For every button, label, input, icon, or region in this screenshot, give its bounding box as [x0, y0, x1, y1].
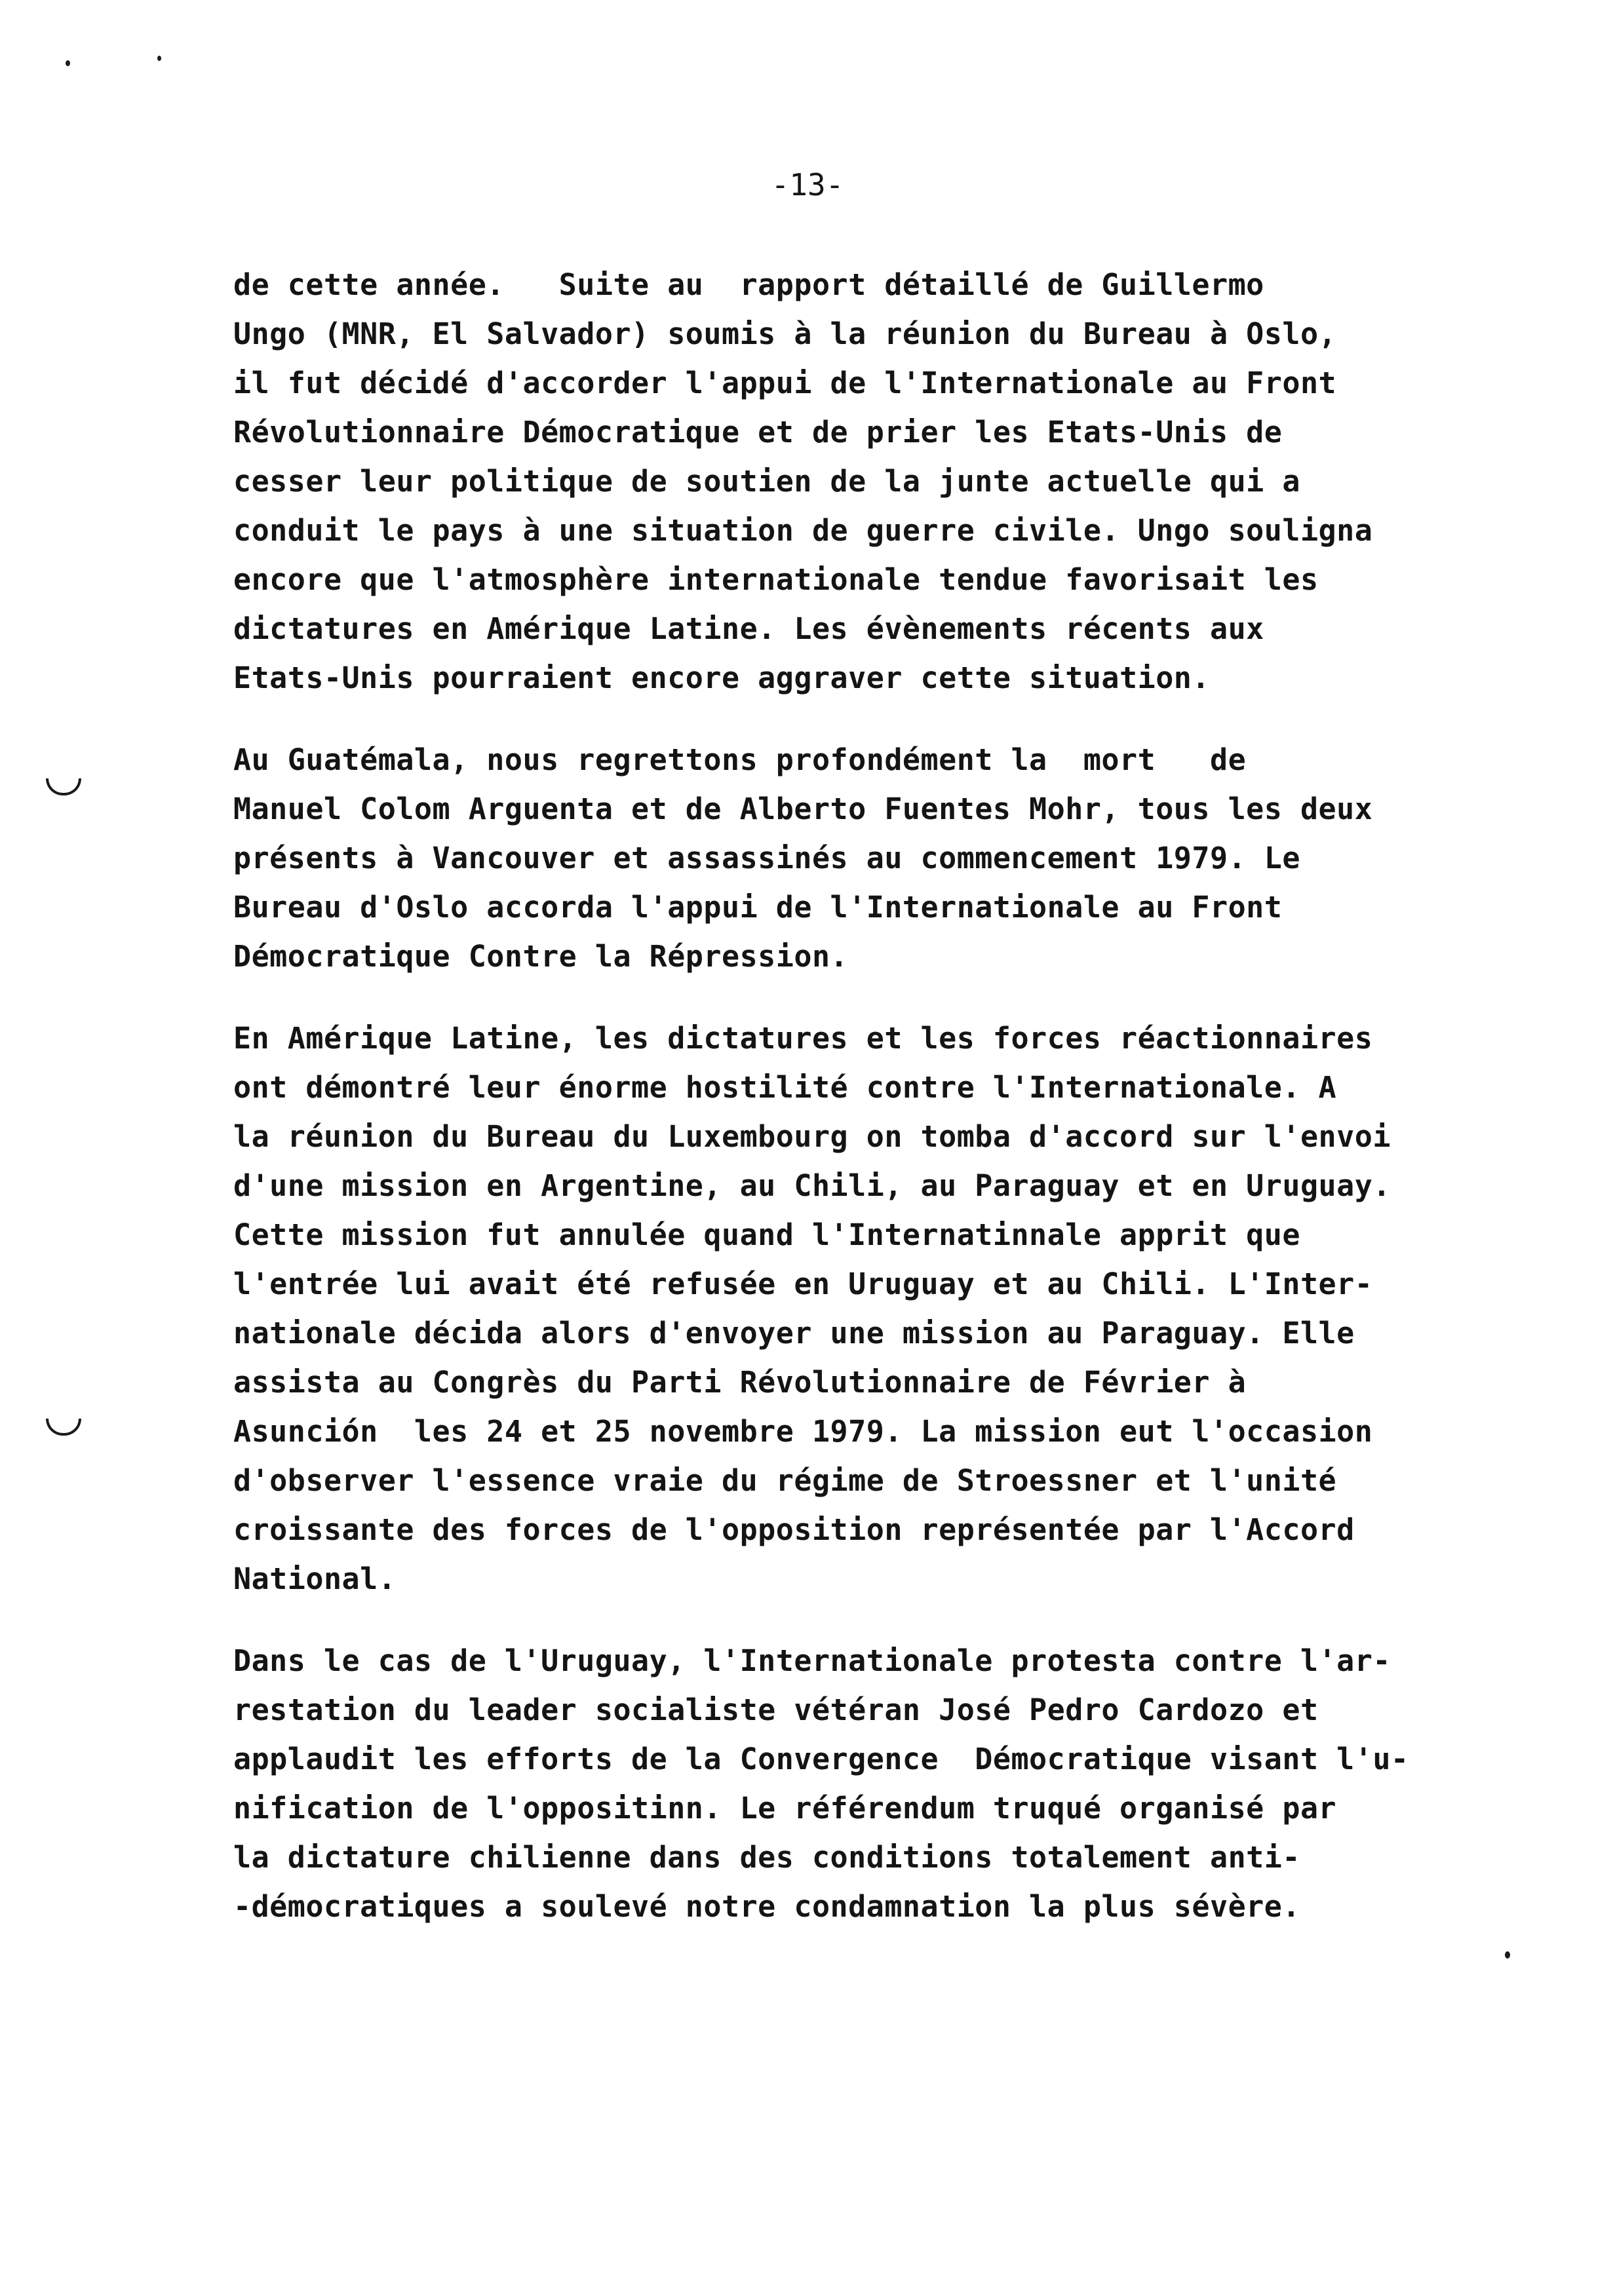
binder-hole-mark: [46, 1419, 81, 1436]
text-line: ont démontré leur énorme hostilité contre l'Internationale. A: [233, 1070, 1337, 1105]
scan-speck: [1505, 1951, 1510, 1959]
text-line: l'entrée lui avait été refusée en Uruguay et au Chili. L'Inter-: [233, 1267, 1373, 1301]
text-line: -démocratiques a soulevé notre condamnation la plus sévère.: [233, 1889, 1300, 1924]
binder-hole-mark: [46, 778, 81, 795]
text-line: présents à Vancouver et assassinés au commencement 1979. Le: [233, 841, 1300, 875]
text-line: En Amérique Latine, les dictatures et les forces réactionnaires: [233, 1021, 1373, 1056]
text-line: de cette année. Suite au rapport détaillé de Guillermo: [233, 267, 1264, 302]
scan-speck: [66, 60, 70, 66]
text-line: Etats-Unis pourraient encore aggraver cette situation.: [233, 660, 1210, 695]
text-line: la dictature chilienne dans des conditions totalement anti-: [233, 1840, 1300, 1875]
text-line: assista au Congrès du Parti Révolutionnaire de Février à: [233, 1365, 1247, 1400]
text-line: Manuel Colom Arguenta et de Alberto Fuentes Mohr, tous les deux: [233, 792, 1373, 826]
page-number: -13-: [771, 167, 844, 202]
text-line: Ungo (MNR, El Salvador) soumis à la réunion du Bureau à Oslo,: [233, 316, 1337, 351]
text-line: applaudit les efforts de la Convergence Démocratique visant l'u-: [233, 1742, 1409, 1776]
text-line: nification de l'oppositinn. Le référendum truqué organisé par: [233, 1791, 1337, 1826]
text-line: d'une mission en Argentine, au Chili, au Paraguay et en Uruguay.: [233, 1168, 1391, 1203]
text-line: la réunion du Bureau du Luxembourg on tomba d'accord sur l'envoi: [233, 1119, 1391, 1154]
text-line: conduit le pays à une situation de guerre civile. Ungo souligna: [233, 513, 1373, 548]
text-line: restation du leader socialiste vétéran José Pedro Cardozo et: [233, 1693, 1319, 1727]
text-line: Au Guatémala, nous regrettons profondément la mort de: [233, 742, 1247, 777]
text-line: croissante des forces de l'opposition représentée par l'Accord: [233, 1512, 1355, 1547]
text-line: Dans le cas de l'Uruguay, l'Internationale protesta contre l'ar-: [233, 1643, 1391, 1678]
text-line: cesser leur politique de soutien de la junte actuelle qui a: [233, 464, 1300, 499]
text-line: National.: [233, 1561, 397, 1596]
text-line: Asunción les 24 et 25 novembre 1979. La mission eut l'occasion: [233, 1414, 1373, 1449]
text-line: Démocratique Contre la Répression.: [233, 939, 849, 974]
text-line: encore que l'atmosphère internationale tendue favorisait les: [233, 562, 1319, 597]
text-line: il fut décidé d'accorder l'appui de l'Internationale au Front: [233, 366, 1337, 400]
text-line: Révolutionnaire Démocratique et de prier les Etats-Unis de: [233, 415, 1283, 450]
text-line: nationale décida alors d'envoyer une mission au Paraguay. Elle: [233, 1316, 1355, 1350]
text-line: Bureau d'Oslo accorda l'appui de l'Internationale au Front: [233, 890, 1283, 925]
text-line: dictatures en Amérique Latine. Les évènements récents aux: [233, 611, 1264, 646]
text-line: d'observer l'essence vraie du régime de Stroessner et l'unité: [233, 1463, 1337, 1498]
scan-speck: [157, 56, 161, 61]
text-line: Cette mission fut annulée quand l'Internatinnale apprit que: [233, 1217, 1300, 1252]
